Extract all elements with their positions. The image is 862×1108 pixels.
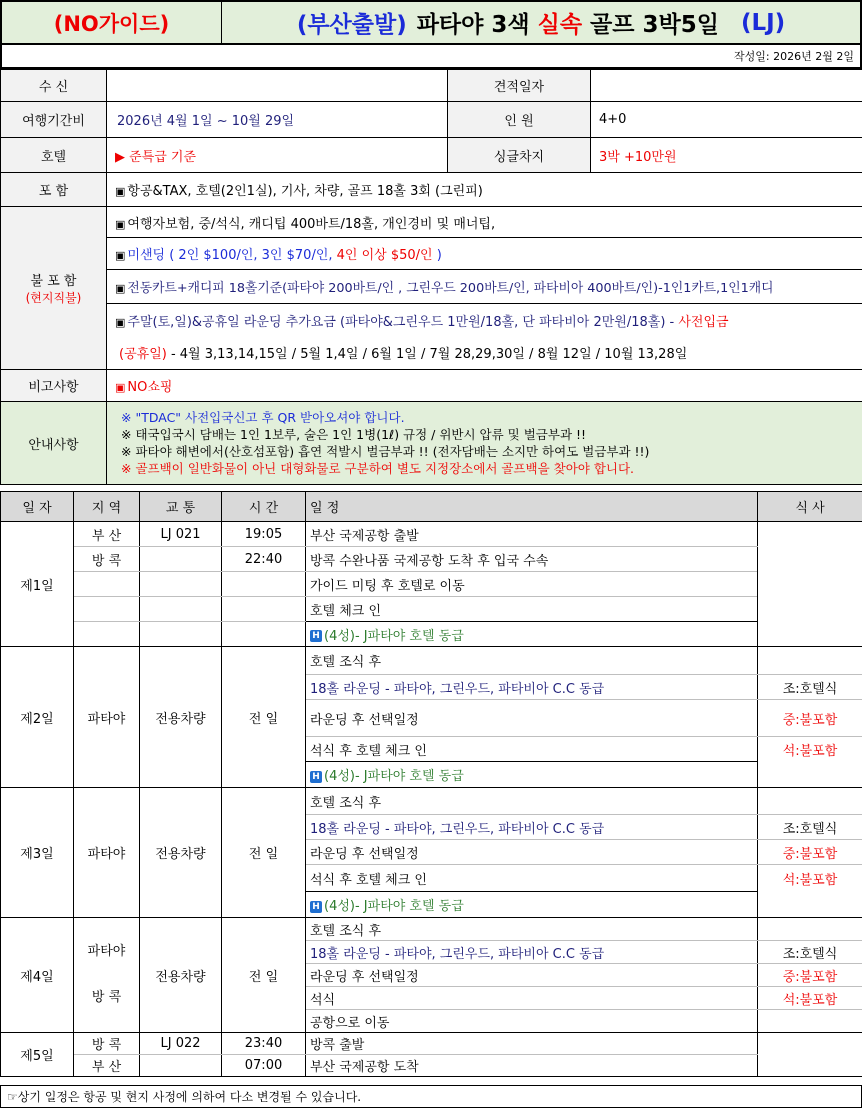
info-row-exclude-4 (1, 304, 862, 337)
table-row: 호텔 체크 인 (1, 597, 862, 622)
table-row: 공항으로 이동 (1, 1010, 862, 1033)
table-row: 18홀 라운딩 - 파타야, 그린우드, 파타비아 C.C 동급 조:호텔식 (1, 815, 862, 840)
checkbox-icon: ▣ (115, 217, 126, 231)
schedule-header (1, 492, 862, 522)
info-row-notice (1, 402, 862, 485)
hotel-value: ▶ 준특급 기준 (107, 138, 448, 173)
quote-date-label: 견적일자 (448, 70, 591, 102)
schedule-table (0, 491, 862, 1077)
table-row: 석식 후 호텔 체크 인 석:불포함 (1, 865, 862, 892)
exclude-item-2: ▣ 미샌딩 ( 2인 $100/인, 3인 $70/인, 4인 이상 $50/인 ) (107, 238, 862, 270)
table-row (1, 622, 862, 647)
table-row: 석식 석:불포함 (1, 987, 862, 1010)
title-highlight: 실속 (537, 12, 583, 38)
notice-line-4: ※ 골프백이 일반화물이 아닌 대형화물로 구분하여 별도 지정장소에서 골프백을 찾아야 합니다. (121, 461, 635, 476)
include-value: 항공&TAX, 호텔(2인1실), 기사, 차량, 골프 18홀 3회 (그린피) (127, 184, 483, 199)
exclude-item-4: ▣ 주말(토,일)&공휴일 라운딩 추가요금 (파타야&그린우드 1만원/18홀, 단 파타비아 2만원/18홀) - 사전입금 (107, 304, 862, 337)
checkbox-icon: ▣ (115, 185, 126, 198)
title-airline-code: (LJ) (740, 9, 786, 36)
day-label: 제3일 (1, 788, 74, 918)
hotel-line: H (4성)- J파타야 호텔 동급 (306, 892, 758, 918)
day4-regions: 파타야 방 콕 (74, 918, 140, 1033)
checkbox-icon: ▣ (115, 381, 126, 394)
holiday-label: (공휴일) (119, 347, 167, 363)
created-date: 작성일: 2026년 2월 2일 (0, 45, 862, 69)
table-row: 18홀 라운딩 - 파타야, 그린우드, 파타비아 C.C 동급 조:호텔식 (1, 675, 862, 700)
title-departure: (부산출발) (296, 12, 407, 38)
col-plan: 일 정 (306, 492, 758, 522)
table-row: 제3일 파타야 전용차량 전 일 호텔 조식 후 (1, 788, 862, 815)
quote-date-value (591, 70, 862, 102)
hotel-icon: H (310, 630, 322, 642)
info-row-exclude-1 (1, 207, 862, 238)
title-duration: 골프 3박5일 (590, 12, 719, 38)
notice-label: 안내사항 (1, 402, 107, 485)
notice-line-2: ※ 태국입국시 담배는 1인 1보루, 술은 1인 1병(1ℓ) 규정 / 위반시 압류 및 벌금부과 !! (121, 427, 587, 442)
col-transport: 교 통 (140, 492, 222, 522)
table-row: 18홀 라운딩 - 파타야, 그린우드, 파타비아 C.C 동급 조:호텔식 (1, 941, 862, 964)
col-day: 일 자 (1, 492, 74, 522)
info-row-holidays (1, 337, 862, 370)
remark-cell (107, 370, 862, 402)
col-time: 시 간 (222, 492, 306, 522)
exclude-item-3: ▣ 전동카트+캐디피 18홀기준(파타야 200바트/인 , 그린우드 200바트/인, 파타비아 400바트/인)-1인1카트,1인1캐디 (107, 270, 862, 304)
info-row-period (1, 102, 862, 138)
info-row-hotel (1, 138, 862, 173)
footer-note: ☞상기 일정은 항공 및 현지 사정에 의하여 다소 변경될 수 있습니다. (0, 1085, 862, 1108)
checkbox-icon: ▣ (115, 249, 126, 262)
checkbox-icon: ▣ (115, 315, 126, 329)
hotel-line: H (4성)- J파타야 호텔 동급 (306, 622, 758, 647)
table-row: 제5일 방 콕 LJ 022 23:40 방콕 출발 (1, 1033, 862, 1055)
include-label: 포 함 (1, 173, 107, 207)
title-main: 파타야 3색 (416, 12, 530, 38)
notice-line-1: ※ "TDAC" 사전입국신고 후 QR 받아오셔야 합니다. (121, 410, 405, 425)
remark-value: NO쇼핑 (127, 380, 173, 395)
exclude-item-1: ▣ 여행자보험, 중/석식, 캐디팁 400바트/18홀, 개인경비 및 매너팁, (107, 207, 862, 238)
exclude-sublabel: (현지직불) (25, 291, 82, 305)
hotel-label: 호텔 (1, 138, 107, 173)
hotel-icon: H (310, 901, 322, 913)
single-charge-value: 3박 +10만원 (591, 138, 862, 173)
day-label: 제2일 (1, 647, 74, 788)
col-meal: 식 사 (758, 492, 862, 522)
people-value: 4+0 (591, 102, 862, 138)
info-row-recipient (1, 70, 862, 102)
table-row: 부 산 07:00 부산 국제공항 도착 (1, 1055, 862, 1077)
table-row: 제4일 파타야 방 콕 전용차량 전 일 호텔 조식 후 (1, 918, 862, 941)
table-row: 라운딩 후 선택일정 중:불포함 (1, 840, 862, 865)
notice-body (107, 402, 862, 485)
holiday-line (107, 337, 862, 370)
day-label: 제1일 (1, 522, 74, 647)
table-row: 라운딩 후 선택일정 중:불포함 (1, 700, 862, 737)
hotel-icon: H (310, 771, 322, 783)
info-row-include (1, 173, 862, 207)
table-row: 제2일 파타야 전용차량 전 일 호텔 조식 후 (1, 647, 862, 675)
table-row: 라운딩 후 선택일정 중:불포함 (1, 964, 862, 987)
single-charge-label: 싱글차지 (448, 138, 591, 173)
table-row: 석식 후 호텔 체크 인 석:불포함 (1, 737, 862, 762)
day-label: 제4일 (1, 918, 74, 1033)
table-row: 제1일 부 산 LJ 021 19:05 부산 국제공항 출발 (1, 522, 862, 547)
col-region: 지 역 (74, 492, 140, 522)
tour-title (221, 0, 862, 45)
period-value: 2026년 4월 1일 ~ 10월 29일 (107, 102, 448, 138)
people-label: 인 원 (448, 102, 591, 138)
notice-line-3: ※ 파타야 해변에서(산호섬포함) 흡연 적발시 벌금부과 !! (전자담배는 소지만 하여도 벌금부과 !!) (121, 444, 650, 459)
info-row-exclude-2 (1, 238, 862, 270)
exclude-label-cell (1, 207, 107, 370)
info-table (0, 69, 862, 485)
recipient-label: 수 신 (1, 70, 107, 102)
exclude-label: 불 포 함 (30, 274, 77, 289)
include-cell (107, 173, 862, 207)
info-row-exclude-3 (1, 270, 862, 304)
checkbox-icon: ▣ (115, 282, 126, 295)
day-label: 제5일 (1, 1033, 74, 1077)
table-row: 가이드 미팅 후 호텔로 이동 (1, 572, 862, 597)
recipient-value (107, 70, 448, 102)
holiday-value: - 4월 3,13,14,15일 / 5월 1,4일 / 6월 1일 / 7월 28,29,30일 / 8월 12일 / 10월 13,28일 (166, 347, 688, 363)
hotel-line: H (4성)- J파타야 호텔 동급 (306, 762, 758, 788)
info-row-remark (1, 370, 862, 402)
period-label: 여행기간비 (1, 102, 107, 138)
table-row: 방 콕 22:40 방콕 수완나품 국제공항 도착 후 입국 수속 (1, 547, 862, 572)
remark-label: 비고사항 (1, 370, 107, 402)
no-guide-title: (NO가이드) (0, 0, 222, 45)
